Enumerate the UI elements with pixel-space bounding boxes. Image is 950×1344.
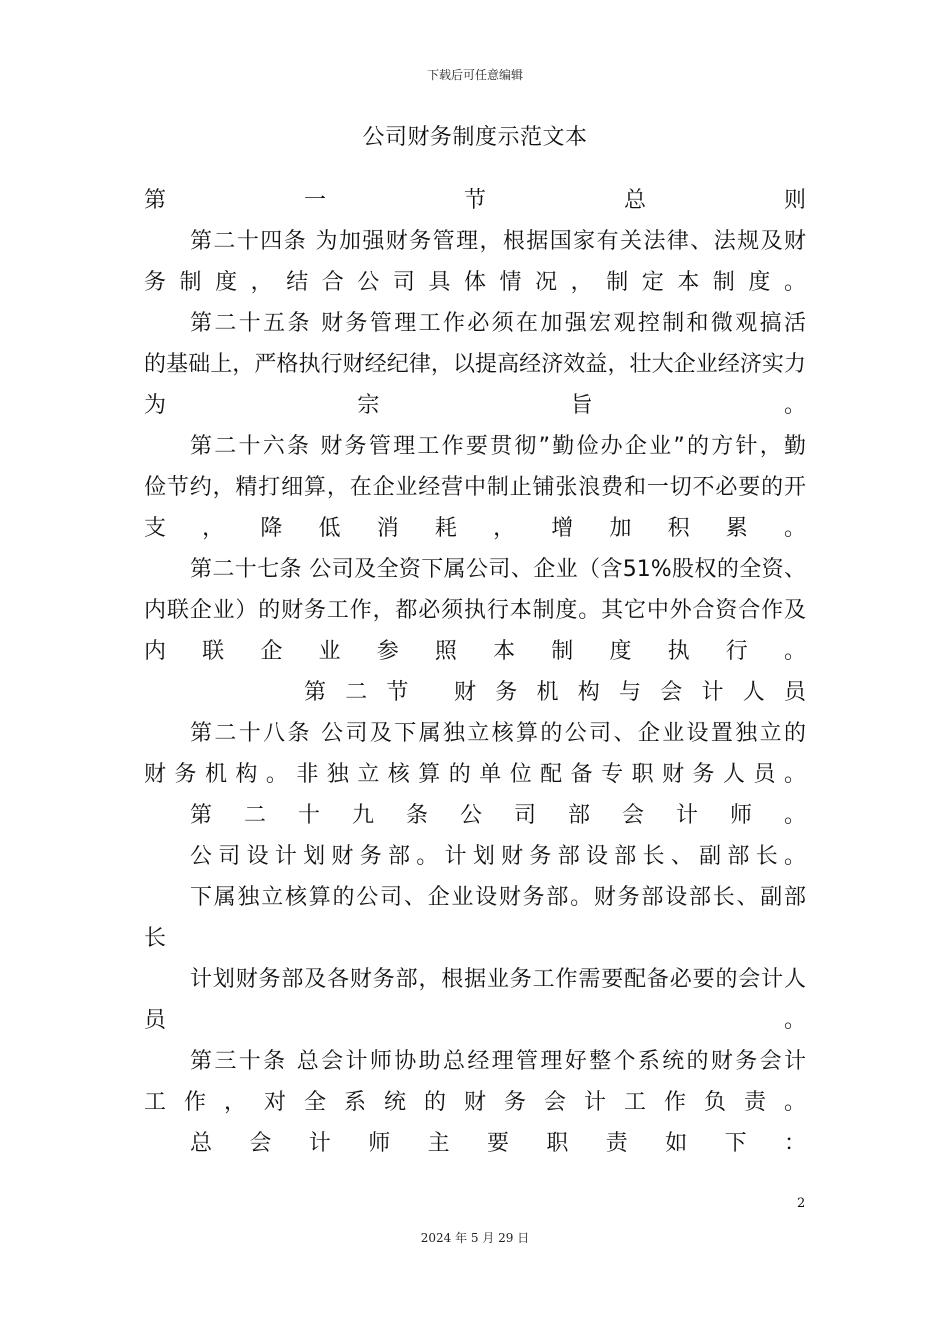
article-line: 为 宗 旨 。	[144, 393, 806, 418]
article-line: 第二十四条 为加强财务管理，根据国家有关法律、法规及财	[190, 229, 806, 254]
article-line: 的基础上，严格执行财经纪律，以提高经济效益，壮大企业经济实力	[144, 352, 806, 377]
article-line: 第二十七条 公司及全资下属公司、企业（含51%股权的全资、	[190, 557, 806, 582]
article-line: 内 联 企 业 参 照 本 制 度 执 行 。	[144, 639, 806, 664]
document-body	[144, 180, 806, 1164]
article-line: 计划财务部及各财务部，根据业务工作需要配备必要的会计人	[190, 967, 806, 992]
section-heading: 第 一 节 总 则	[144, 188, 806, 213]
document-title: 公司财务制度示范文本	[362, 125, 588, 150]
page-header: 下载后可任意编辑	[426, 68, 523, 82]
article-line: 第二十八条 公司及下属独立核算的公司、企业设置独立的	[190, 721, 806, 746]
page-number: 2	[797, 1196, 806, 1211]
article-line: 下属独立核算的公司、企业设财务部。财务部设部长、副部	[190, 885, 806, 910]
article-line: 内联企业）的财务工作，都必须执行本制度。其它中外合资合作及	[144, 598, 806, 623]
article-line: 长	[144, 926, 167, 951]
article-line: 支 ， 降 低 消 耗 ， 增 加 积 累 。	[144, 516, 806, 541]
page-footer-date: 2024 年 5 月 29 日	[420, 1231, 530, 1245]
article-line: 工作，对全系统的财务会计工作负责。	[144, 1090, 806, 1115]
article-line: 第 二 十 九 条 公 司 部 会 计 师 。	[190, 803, 806, 828]
article-line: 第二十五条 财务管理工作必须在加强宏观控制和微观搞活	[190, 311, 806, 336]
section-heading: 第二节 财务机构与会计人员	[304, 680, 806, 705]
article-line: 总 会 计 师 主 要 职 责 如 下 ：	[190, 1131, 806, 1156]
article-line: 员 。	[144, 1008, 806, 1033]
article-line: 公司设计划财务部。计划财务部设部长、副部长。	[190, 844, 806, 869]
article-line: 第二十六条 财务管理工作要贯彻”勤俭办企业”的方针，勤	[190, 434, 806, 459]
article-line: 第三十条 总会计师协助总经理管理好整个系统的财务会计	[190, 1049, 806, 1074]
article-line: 务制度，结合公司具体情况，制定本制度。	[144, 270, 806, 295]
article-line: 俭节约，精打细算，在企业经营中制止铺张浪费和一切不必要的开	[144, 475, 806, 500]
article-line: 财务机构。非独立核算的单位配备专职财务人员。	[144, 762, 806, 787]
